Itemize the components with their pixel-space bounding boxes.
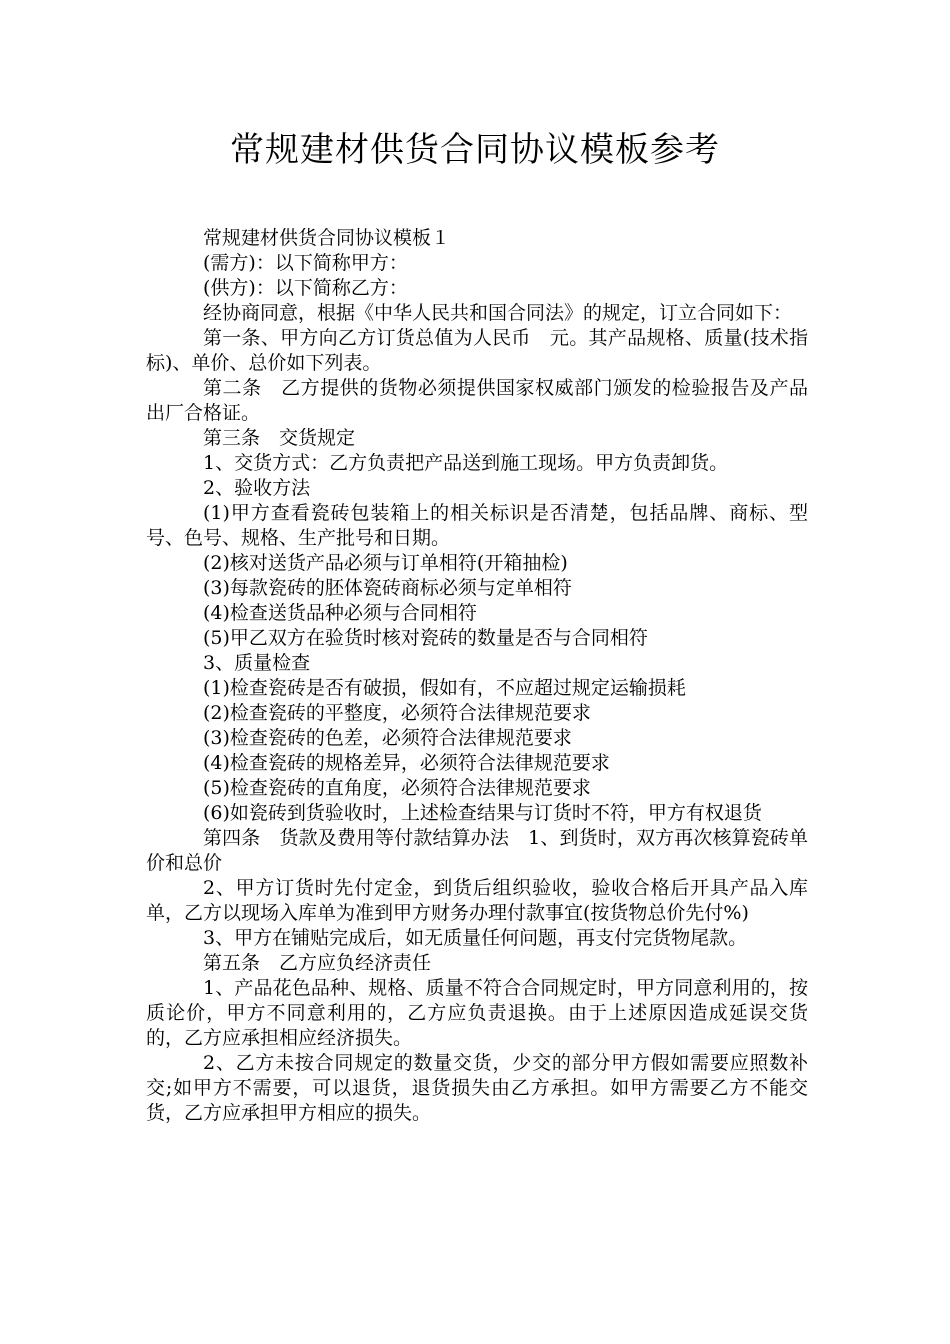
- acceptance-item-5: (5)甲乙双方在验货时核对瓷砖的数量是否与合同相符: [203, 627, 648, 649]
- quality-item-1: (1)检查瓷砖是否有破损，假如有，不应超过规定运输损耗: [203, 677, 686, 699]
- quality-item-2: (2)检查瓷砖的平整度，必须符合法律规范要求: [203, 702, 591, 724]
- article-5-heading: 第五条 乙方应负经济责任: [203, 952, 432, 974]
- liability-item-2: 2、乙方未按合同规定的数量交货，少交的部分甲方假如需要应照数补交;如甲方不需要，可以退货，退货损失由乙方承担。如甲方需要乙方不能交货，乙方应承担甲方相应的损失。: [146, 1052, 808, 1124]
- liability-item-1: 1、产品花色品种、规格、质量不符合合同规定时，甲方同意利用的，按质论价，甲方不同意利用的，乙方应负责退换。由于上述原因造成延误交货的，乙方应承担相应经济损失。: [146, 977, 808, 1049]
- party-supplier-line: (供方)：以下简称乙方：: [203, 277, 408, 299]
- preamble-paragraph: 经协商同意，根据《中华人民共和国合同法》的规定，订立合同如下：: [203, 302, 793, 324]
- quality-item-3: (3)检查瓷砖的色差，必须符合法律规范要求: [203, 727, 572, 749]
- document-title: 常规建材供货合同协议模板参考: [230, 130, 720, 170]
- acceptance-item-3: (3)每款瓷砖的胚体瓷砖商标必须与定单相符: [203, 577, 572, 599]
- quality-item-6: (6)如瓷砖到货验收时，上述检查结果与订货时不符，甲方有权退货: [203, 802, 762, 824]
- article-1-paragraph: 第一条、甲方向乙方订货总值为人民币 元。其产品规格、质量(技术指标)、单价、总价如下列表。: [146, 327, 808, 374]
- acceptance-item-4: (4)检查送货品种必须与合同相符: [203, 602, 477, 624]
- quality-item-5: (5)检查瓷砖的直角度，必须符合法律规范要求: [203, 777, 591, 799]
- delivery-method-item: 1、交货方式：乙方负责把产品送到施工现场。甲方负责卸货。: [203, 452, 729, 474]
- document-body: [146, 226, 808, 1126]
- article-4-paragraph: 第四条 货款及费用等付款结算办法 1、到货时，双方再次核算瓷砖单价和总价: [146, 827, 808, 874]
- party-buyer-line: (需方)：以下简称甲方：: [203, 252, 408, 274]
- payment-item-3: 3、甲方在铺贴完成后，如无质量任何问题，再支付完货物尾款。: [203, 927, 748, 949]
- quality-check-heading: 3、质量检查: [203, 652, 311, 674]
- article-2-paragraph: 第二条 乙方提供的货物必须提供国家权威部门颁发的检验报告及产品出厂合格证。: [146, 377, 808, 424]
- quality-item-4: (4)检查瓷砖的规格差异，必须符合法律规范要求: [203, 752, 610, 774]
- section-heading: 常规建材供货合同协议模板１: [203, 227, 451, 249]
- acceptance-method-heading: 2、验收方法: [203, 477, 311, 499]
- acceptance-item-1: (1)甲方查看瓷砖包装箱上的相关标识是否清楚，包括品牌、商标、型号、色号、规格、生产批号和日期。: [146, 502, 808, 549]
- article-3-heading: 第三条 交货规定: [203, 427, 356, 449]
- payment-item-2: 2、甲方订货时先付定金，到货后组织验收，验收合格后开具产品入库单，乙方以现场入库单为准到甲方财务办理付款事宜(按货物总价先付%): [146, 877, 808, 924]
- acceptance-item-2: (2)核对送货产品必须与订单相符(开箱抽检): [203, 552, 568, 574]
